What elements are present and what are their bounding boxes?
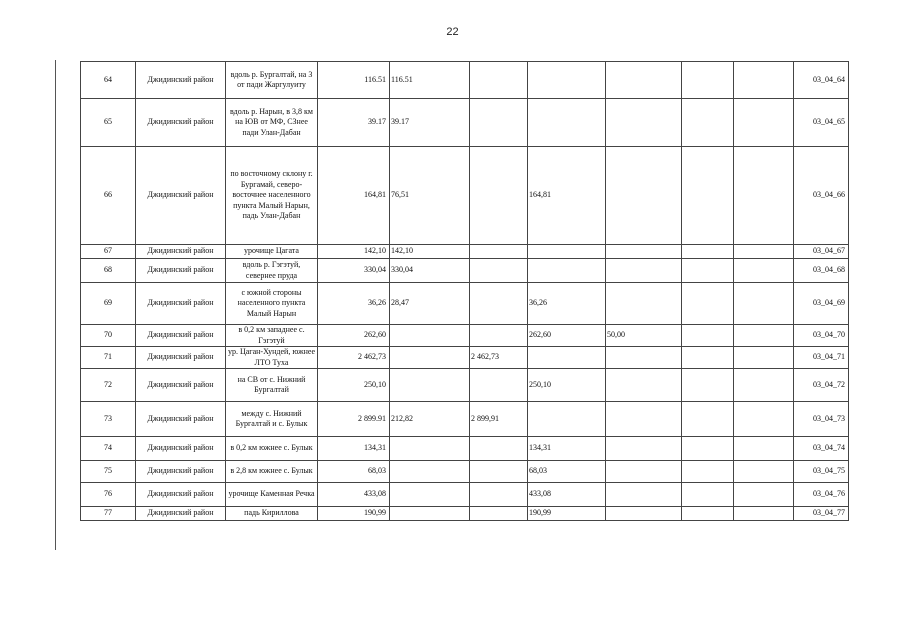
value-col7-cell	[734, 507, 794, 521]
value-col2-cell	[390, 507, 470, 521]
location-cell: на СВ от с. Нижний Бургалтай	[226, 369, 318, 402]
value-col2-cell	[390, 325, 470, 347]
value-col5-cell: 50,00	[606, 325, 682, 347]
value-col4-cell: 36,26	[528, 283, 606, 325]
location-cell: ур. Цаган-Хундей, южнее ЛТО Туха	[226, 347, 318, 369]
value-col6-cell	[682, 402, 734, 437]
value-col4-cell	[528, 259, 606, 283]
code-cell: 03_04_71	[794, 347, 849, 369]
area-total-cell: 134,31	[318, 437, 390, 461]
value-col2-cell: 116.51	[390, 62, 470, 99]
location-cell: по восточному склону г. Бургамай, северо-восточнее населенного пункта Малый Нарын, падь Улан-Дабан	[226, 147, 318, 245]
district-cell: Джидинский район	[136, 325, 226, 347]
value-col4-cell	[528, 99, 606, 147]
value-col7-cell	[734, 402, 794, 437]
row-number: 76	[81, 483, 136, 507]
code-cell: 03_04_74	[794, 437, 849, 461]
location-cell: вдоль р. Бургалтай, на 3 от пади Жаргулуиту	[226, 62, 318, 99]
table-body	[81, 62, 849, 521]
value-col5-cell	[606, 99, 682, 147]
row-number: 65	[81, 99, 136, 147]
page-number: 22	[446, 26, 459, 38]
table-row	[81, 483, 849, 507]
value-col4-cell: 164,81	[528, 147, 606, 245]
value-col5-cell	[606, 437, 682, 461]
row-number: 71	[81, 347, 136, 369]
value-col2-cell: 76,51	[390, 147, 470, 245]
code-cell: 03_04_69	[794, 283, 849, 325]
location-cell: вдоль р. Нарын, в 3,8 км на ЮВ от МФ, СЗнее пади Улан-Дабан	[226, 99, 318, 147]
value-col6-cell	[682, 62, 734, 99]
value-col4-cell	[528, 245, 606, 259]
district-cell: Джидинский район	[136, 369, 226, 402]
location-cell: между с. Нижний Бургалтай и с. Булык	[226, 402, 318, 437]
code-cell: 03_04_73	[794, 402, 849, 437]
value-col7-cell	[734, 99, 794, 147]
value-col3-cell: 2 462,73	[470, 347, 528, 369]
district-cell: Джидинский район	[136, 259, 226, 283]
table-row	[81, 147, 849, 245]
value-col5-cell	[606, 62, 682, 99]
code-cell: 03_04_64	[794, 62, 849, 99]
value-col2-cell: 330,04	[390, 259, 470, 283]
value-col3-cell	[470, 369, 528, 402]
district-cell: Джидинский район	[136, 347, 226, 369]
value-col2-cell	[390, 347, 470, 369]
value-col7-cell	[734, 461, 794, 483]
value-col5-cell	[606, 147, 682, 245]
value-col2-cell	[390, 437, 470, 461]
value-col6-cell	[682, 283, 734, 325]
value-col3-cell	[470, 283, 528, 325]
value-col5-cell	[606, 283, 682, 325]
value-col2-cell	[390, 483, 470, 507]
value-col5-cell	[606, 369, 682, 402]
area-total-cell: 250,10	[318, 369, 390, 402]
value-col7-cell	[734, 147, 794, 245]
district-cell: Джидинский район	[136, 62, 226, 99]
location-cell: вдоль р. Гэгэтуй, севернее пруда	[226, 259, 318, 283]
row-number: 77	[81, 507, 136, 521]
code-cell: 03_04_65	[794, 99, 849, 147]
code-cell: 03_04_68	[794, 259, 849, 283]
row-number: 70	[81, 325, 136, 347]
value-col5-cell	[606, 507, 682, 521]
data-table	[80, 61, 849, 521]
area-total-cell: 433,08	[318, 483, 390, 507]
row-number: 66	[81, 147, 136, 245]
area-total-cell: 116.51	[318, 62, 390, 99]
value-col5-cell	[606, 245, 682, 259]
code-cell: 03_04_75	[794, 461, 849, 483]
value-col7-cell	[734, 437, 794, 461]
value-col5-cell	[606, 483, 682, 507]
code-cell: 03_04_77	[794, 507, 849, 521]
value-col6-cell	[682, 483, 734, 507]
table-row	[81, 461, 849, 483]
area-total-cell: 164,81	[318, 147, 390, 245]
value-col3-cell	[470, 245, 528, 259]
area-total-cell: 190,99	[318, 507, 390, 521]
row-number: 75	[81, 461, 136, 483]
location-cell: в 2,8 км южнее с. Булык	[226, 461, 318, 483]
value-col5-cell	[606, 259, 682, 283]
value-col4-cell: 250,10	[528, 369, 606, 402]
value-col6-cell	[682, 245, 734, 259]
value-col2-cell: 212,82	[390, 402, 470, 437]
value-col4-cell: 433,08	[528, 483, 606, 507]
code-cell: 03_04_66	[794, 147, 849, 245]
value-col3-cell	[470, 147, 528, 245]
margin-line	[55, 60, 56, 550]
location-cell: в 0,2 км южнее с. Булык	[226, 437, 318, 461]
table-row	[81, 325, 849, 347]
code-cell: 03_04_76	[794, 483, 849, 507]
value-col7-cell	[734, 245, 794, 259]
value-col7-cell	[734, 325, 794, 347]
value-col2-cell	[390, 461, 470, 483]
table-row	[81, 283, 849, 325]
value-col2-cell: 39.17	[390, 99, 470, 147]
area-total-cell: 68,03	[318, 461, 390, 483]
value-col2-cell: 142,10	[390, 245, 470, 259]
value-col5-cell	[606, 461, 682, 483]
value-col2-cell: 28,47	[390, 283, 470, 325]
value-col6-cell	[682, 347, 734, 369]
value-col7-cell	[734, 483, 794, 507]
table-row	[81, 245, 849, 259]
value-col3-cell	[470, 99, 528, 147]
value-col4-cell: 134,31	[528, 437, 606, 461]
value-col6-cell	[682, 325, 734, 347]
value-col6-cell	[682, 99, 734, 147]
district-cell: Джидинский район	[136, 147, 226, 245]
value-col4-cell: 262,60	[528, 325, 606, 347]
code-cell: 03_04_72	[794, 369, 849, 402]
value-col2-cell	[390, 369, 470, 402]
table-row	[81, 62, 849, 99]
value-col3-cell	[470, 461, 528, 483]
location-cell: урочище Каменная Речка	[226, 483, 318, 507]
district-cell: Джидинский район	[136, 402, 226, 437]
value-col6-cell	[682, 507, 734, 521]
row-number: 69	[81, 283, 136, 325]
table-row	[81, 437, 849, 461]
code-cell: 03_04_70	[794, 325, 849, 347]
area-total-cell: 2 899.91	[318, 402, 390, 437]
table-row	[81, 402, 849, 437]
value-col3-cell	[470, 437, 528, 461]
location-cell: в 0,2 км западнее с. Гэгэтуй	[226, 325, 318, 347]
value-col4-cell	[528, 347, 606, 369]
area-total-cell: 262,60	[318, 325, 390, 347]
area-total-cell: 2 462,73	[318, 347, 390, 369]
value-col3-cell	[470, 259, 528, 283]
table-row	[81, 507, 849, 521]
district-cell: Джидинский район	[136, 507, 226, 521]
value-col3-cell	[470, 483, 528, 507]
value-col7-cell	[734, 347, 794, 369]
table-row	[81, 259, 849, 283]
row-number: 72	[81, 369, 136, 402]
location-cell: урочище Цагата	[226, 245, 318, 259]
value-col3-cell	[470, 62, 528, 99]
district-cell: Джидинский район	[136, 461, 226, 483]
area-total-cell: 36,26	[318, 283, 390, 325]
value-col4-cell: 190,99	[528, 507, 606, 521]
row-number: 74	[81, 437, 136, 461]
table-row	[81, 369, 849, 402]
area-total-cell: 330,04	[318, 259, 390, 283]
row-number: 68	[81, 259, 136, 283]
value-col4-cell: 68,03	[528, 461, 606, 483]
table-row	[81, 99, 849, 147]
location-cell: с южной стороны населенного пункта Малый Нарын	[226, 283, 318, 325]
value-col3-cell	[470, 507, 528, 521]
value-col6-cell	[682, 147, 734, 245]
row-number: 67	[81, 245, 136, 259]
district-cell: Джидинский район	[136, 99, 226, 147]
value-col7-cell	[734, 369, 794, 402]
value-col4-cell	[528, 62, 606, 99]
district-cell: Джидинский район	[136, 245, 226, 259]
district-cell: Джидинский район	[136, 483, 226, 507]
value-col7-cell	[734, 283, 794, 325]
value-col6-cell	[682, 369, 734, 402]
table-row	[81, 347, 849, 369]
value-col5-cell	[606, 402, 682, 437]
value-col3-cell	[470, 325, 528, 347]
value-col4-cell	[528, 402, 606, 437]
area-total-cell: 39.17	[318, 99, 390, 147]
district-cell: Джидинский район	[136, 283, 226, 325]
location-cell: падь Кириллова	[226, 507, 318, 521]
value-col6-cell	[682, 437, 734, 461]
value-col3-cell: 2 899,91	[470, 402, 528, 437]
value-col6-cell	[682, 461, 734, 483]
value-col5-cell	[606, 347, 682, 369]
area-total-cell: 142,10	[318, 245, 390, 259]
row-number: 64	[81, 62, 136, 99]
code-cell: 03_04_67	[794, 245, 849, 259]
value-col7-cell	[734, 62, 794, 99]
district-cell: Джидинский район	[136, 437, 226, 461]
value-col6-cell	[682, 259, 734, 283]
value-col7-cell	[734, 259, 794, 283]
row-number: 73	[81, 402, 136, 437]
